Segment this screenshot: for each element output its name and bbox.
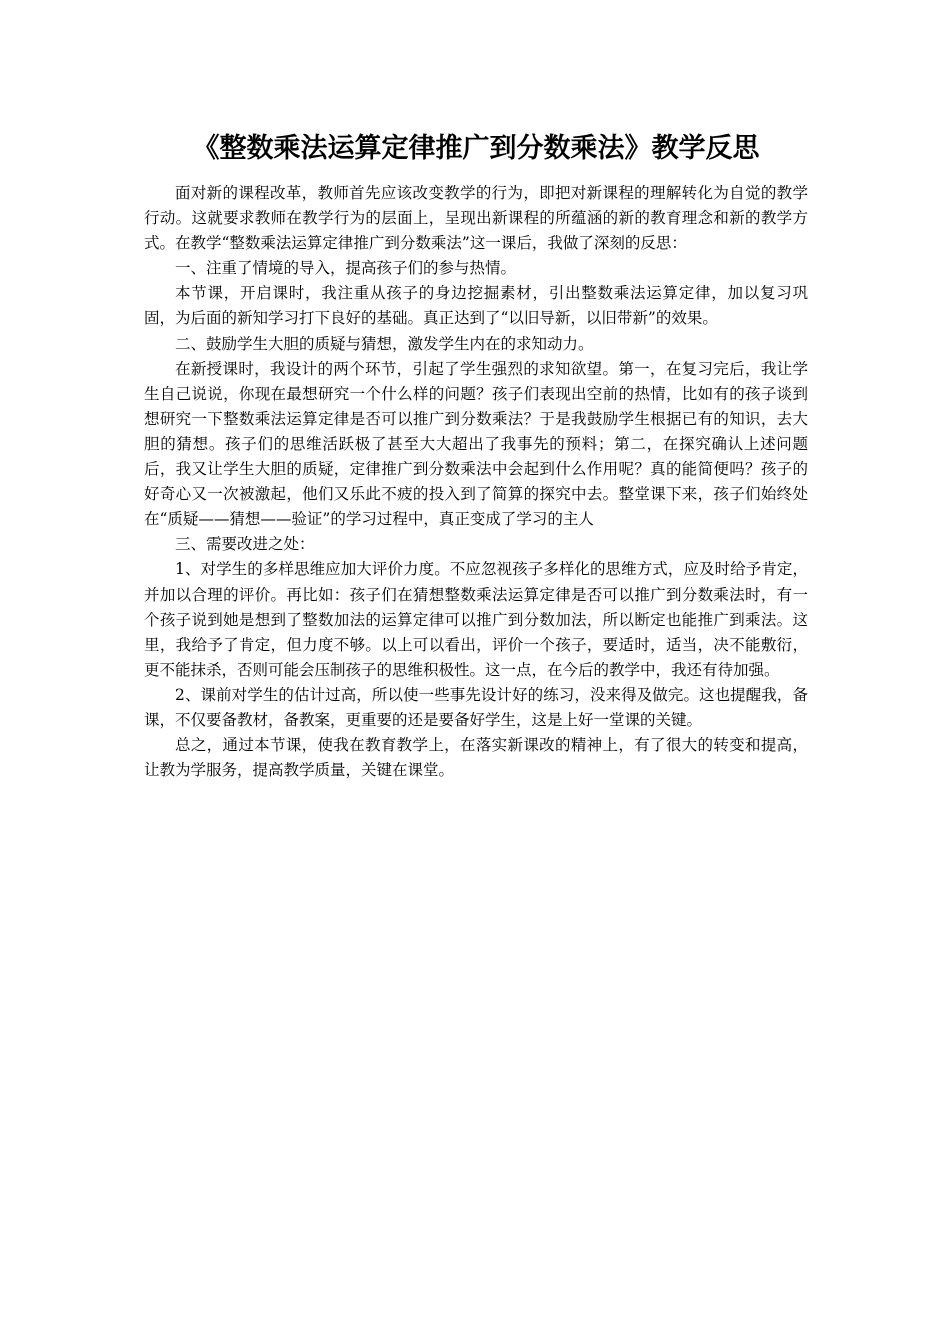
section-heading-1: 一、注重了情境的导入，提高孩子们的参与热情。: [175, 259, 517, 278]
paragraph-section-2: 在新授课时，我设计的两个环节，引起了学生强烈的求知欲望。第一，在复习完后，我让学生自己说说，你现在最想研究一个什么样的问题？孩子们表现出空前的热情，比如有的孩子谈到想研究一下整数乘法运算定律是否可以推广到分数乘法？于是我鼓励学生根据已有的知识，去大胆的猜想。孩子们的思维活跃极了甚至大大超出了我事先的预料；第二，在探究确认上述问题后，我又让学生大胆的质疑，定律推广到分数乘法中会起到什么作用呢？真的能简便吗？孩子的好奇心又一次被激起，他们又乐此不疲的投入到了简算的探究中去。整堂课下来，孩子们始终处在“质疑——猜想——验证”的学习过程中，真正变成了学习的主人: [144, 359, 808, 529]
paragraph-conclusion: 总之，通过本节课，使我在教育教学上，在落实新课改的精神上，有了很大的转变和提高，让教为学服务，提高教学质量，关键在课堂。: [144, 736, 808, 780]
paragraph-intro: 面对新的课程改革，教师首先应该改变教学的行为，即把对新课程的理解转化为自觉的教学行动。这就要求教师在教学行为的层面上，呈现出新课程的所蕴涵的新的教育理念和新的教学方式。在教学“整数乘法运算定律推广到分数乘法”这一课后，我做了深刻的反思：: [144, 184, 808, 253]
page-title: 《整数乘法运算定律推广到分数乘法》教学反思: [192, 133, 760, 164]
paragraph-improvement-1: 1、对学生的多样思维应加大评价力度。不应忽视孩子多样化的思维方式，应及时给予肯定，并加以合理的评价。再比如：孩子们在猜想整数乘法运算定律是否可以推广到分数乘法时，有一个孩子说到她是想到了整数加法的运算定律可以推广到分数加法，所以断定也能推广到乘法。这里，我给予了肯定，但力度不够。以上可以看出，评价一个孩子，要适时，适当，决不能敷衍，更不能抹杀，否则可能会压制孩子的思维积极性。这一点，在今后的教学中，我还有待加强。: [144, 560, 808, 679]
section-heading-3: 三、需要改进之处：: [175, 535, 315, 554]
section-heading-2: 二、鼓励学生大胆的质疑与猜想，激发学生内在的求知动力。: [175, 334, 594, 353]
paragraph-section-1: 本节课，开启课时，我注重从孩子的身边挖掘素材，引出整数乘法运算定律，加以复习巩固，为后面的新知学习打下良好的基础。真正达到了“以旧导新，以旧带新”的效果。: [144, 284, 808, 328]
document-body: [144, 128, 808, 783]
paragraph-improvement-2: 2、课前对学生的估计过高，所以使一些事先设计好的练习，没来得及做完。这也提醒我，备课，不仅要备教材，备教案，更重要的还是要备好学生，这是上好一堂课的关键。: [144, 685, 808, 729]
